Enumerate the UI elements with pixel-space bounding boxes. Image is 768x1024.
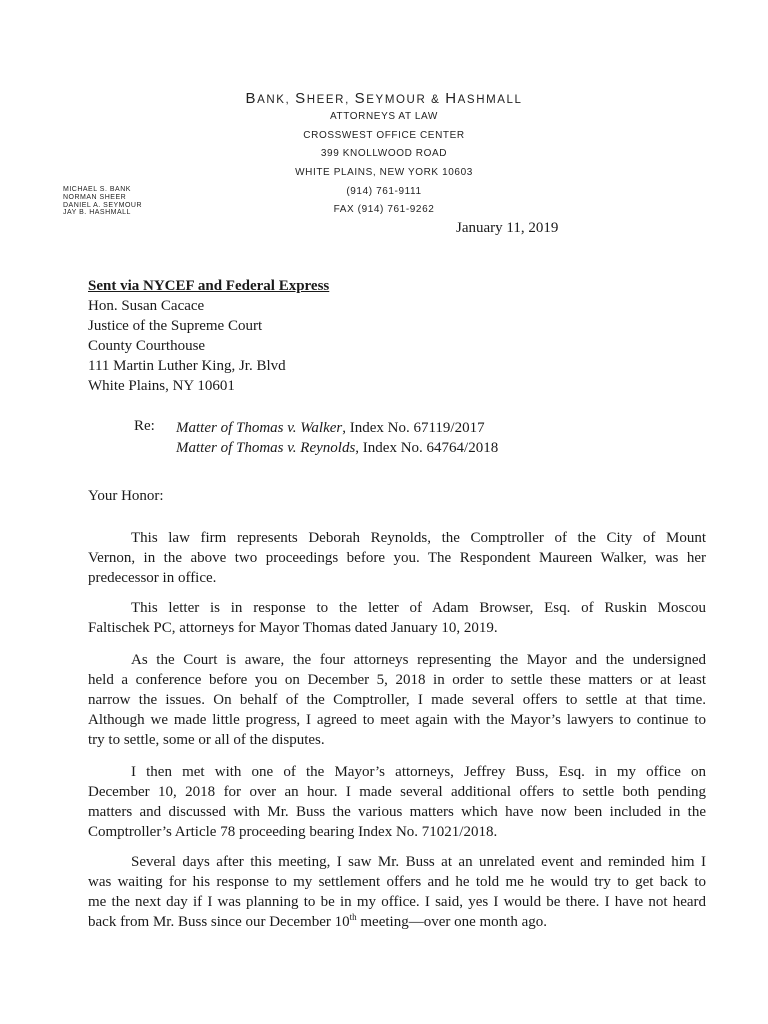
firm-address-street: 399 KNOLLWOOD ROAD xyxy=(320,148,448,159)
body-paragraph: This law firm represents Deborah Reynolds, the Comptroller of the City of Mount Vernon, in the above two proceedings before you. The Respondent Maureen Walker, was her predecessor in office. xyxy=(88,530,706,586)
salutation: Your Honor: xyxy=(88,488,164,504)
firm-address-city: WHITE PLAINS, NEW YORK 10603 xyxy=(295,167,473,178)
partner-name: NORMAN SHEER xyxy=(63,193,127,201)
body-paragraph: As the Court is aware, the four attorneys representing the Mayor and the undersigned held a conference before you on December 5, 2018 in order to settle these matters or at least narrow the issues. On behalf of the Comptroller, I made several offers to settle at that time. Although we made little progress, I agreed to meet again with the Mayor’s lawyers to continue to try to settle, some or all of the disputes. xyxy=(88,652,706,748)
partner-name: JAY B. HASHMALL xyxy=(63,209,131,217)
re-label: Re: xyxy=(134,418,155,434)
recipient-line: White Plains, NY 10601 xyxy=(88,378,235,394)
recipient-line: Justice of the Supreme Court xyxy=(88,318,263,334)
body-paragraph: I then met with one of the Mayor’s attorneys, Jeffrey Buss, Esq. in my office on December 10, 2018 for over an hour. I made several additional offers to settle both pending matters and discussed with Mr. Buss the various matters which have now been included in the Comptroller’s Article 78 proceeding bearing Index No. 71021/2018. xyxy=(88,764,706,840)
re-matters xyxy=(176,418,498,458)
body-paragraph: Several days after this meeting, I saw Mr. Buss at an unrelated event and reminded him I was waiting for his response to my settlement offers and he told me he would try to get back to me the next day if I was planning to be in my office. I said, yes I would be there. I have not heard back from Mr. Buss since our December 10th meeting—over one month ago. xyxy=(88,854,706,930)
body-paragraph: This letter is in response to the letter of Adam Browser, Esq. of Ruskin Moscou Faltischek PC, attorneys for Mayor Thomas dated January 10, 2019. xyxy=(88,600,706,636)
re-matter: Matter of Thomas v. Walker, Index No. 67119/2017 xyxy=(176,420,485,436)
recipient-line: Hon. Susan Cacace xyxy=(88,298,205,314)
firm-phone: (914) 761-9111 xyxy=(346,186,422,197)
re-matter: Matter of Thomas v. Reynolds, Index No. 64764/2018 xyxy=(176,440,499,456)
recipient-block xyxy=(88,276,329,396)
firm-name: BANK, SHEER, SEYMOUR & HASHMALL xyxy=(245,90,523,107)
delivery-method: Sent via NYCEF and Federal Express xyxy=(88,278,330,294)
letter-date: January 11, 2019 xyxy=(456,220,559,236)
recipient-line: 111 Martin Luther King, Jr. Blvd xyxy=(88,358,286,374)
partner-list xyxy=(63,186,142,217)
recipient-line: County Courthouse xyxy=(88,338,206,354)
firm-fax: FAX (914) 761-9262 xyxy=(333,204,435,215)
firm-tagline: ATTORNEYS AT LAW xyxy=(330,111,438,122)
firm-address-building: CROSSWEST OFFICE CENTER xyxy=(303,130,465,141)
final-line: back from Mr. Buss since our December 10th meeting—over one month ago. xyxy=(88,912,547,930)
partner-name: DANIEL A. SEYMOUR xyxy=(63,201,143,209)
partner-name: MICHAEL S. BANK xyxy=(63,186,131,193)
